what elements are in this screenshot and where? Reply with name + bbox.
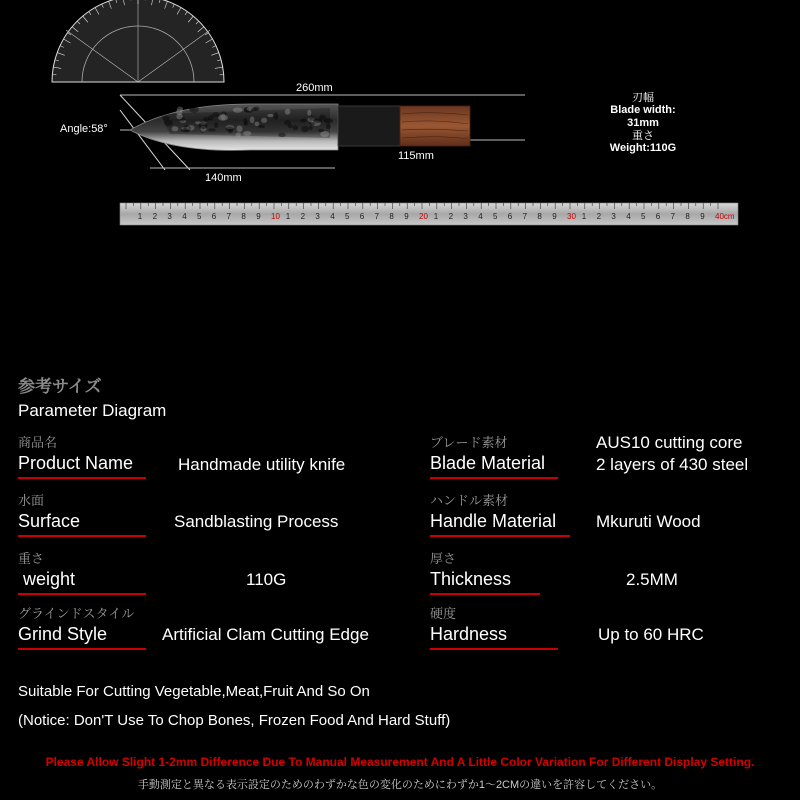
product-name-value: Handmade utility knife (178, 455, 346, 474)
ruler-number: 10 (271, 212, 280, 221)
section-title-jp: 参考サイズ (18, 377, 102, 396)
ruler-number: 8 (389, 212, 394, 221)
blade-width-label: Blade width: (610, 104, 676, 116)
ruler-number: 4 (626, 212, 631, 221)
ruler-number: 1 (581, 212, 587, 221)
ruler-number: 7 (522, 212, 528, 221)
hardness-label: Hardness (430, 624, 508, 644)
ruler-number: 20 (419, 212, 428, 221)
handle-material-jp: ハンドル素材 (430, 493, 509, 508)
blade-length-label: 140mm (205, 172, 242, 184)
knife-specs (598, 92, 688, 155)
hardness-underline (430, 648, 558, 650)
grind-style-underline (18, 648, 146, 650)
ruler-number: 3 (315, 212, 320, 221)
knife-handle (400, 106, 470, 146)
ruler-number: 2 (448, 212, 454, 221)
thickness-value: 2.5MM (626, 570, 678, 589)
surface-value: Sandblasting Process (174, 512, 339, 531)
blade-material-value-1: AUS10 cutting core (596, 433, 743, 452)
blade-width-value: 31mm (627, 117, 659, 129)
angle-label: Angle:58° (60, 123, 108, 135)
ruler-number: 6 (211, 212, 217, 221)
blade-material-label: Blade Material (430, 453, 546, 473)
product-name-jp: 商品名 (18, 435, 58, 450)
ruler-number: 7 (374, 212, 380, 221)
weight-param-value: 110G (246, 570, 287, 589)
ruler-number: 8 (685, 212, 690, 221)
ruler-number: 2 (596, 212, 602, 221)
notice-note: (Notice: Don'T Use To Chop Bones, Frozen Food And Hard Stuff) (18, 712, 451, 729)
suitable-note: Suitable For Cutting Vegetable,Meat,Fruit And So On (18, 683, 370, 700)
ruler-number: 3 (463, 212, 468, 221)
ruler-number: 2 (300, 212, 306, 221)
handle-material-underline (430, 535, 570, 537)
grind-style-label: Grind Style (18, 624, 108, 644)
weight-spec: Weight:110G (609, 142, 677, 154)
grind-style-jp: グラインドスタイル (18, 606, 135, 621)
thickness-underline (430, 593, 540, 595)
ruler-labels (138, 212, 735, 221)
footer-warning: Please Allow Slight 1-2mm Difference Due To Manual Measurement And A Little Color Variation For Different Display Setting. (45, 755, 755, 769)
blade-material-value-2: 2 layers of 430 steel (596, 455, 749, 474)
total-length-label: 260mm (296, 82, 333, 94)
ruler-number: 5 (197, 212, 202, 221)
hardness-value: Up to 60 HRC (598, 625, 704, 644)
ruler-number: 9 (552, 212, 557, 221)
blade-width-jp: 刃幅 (632, 92, 654, 104)
weight-jp: 重さ (632, 130, 654, 142)
weight-param-label: weight (18, 569, 76, 589)
ruler-number: 1 (285, 212, 291, 221)
surface-jp: 水面 (18, 493, 45, 508)
ruler-number: 1 (137, 212, 143, 221)
ruler-number: 9 (256, 212, 261, 221)
ruler-number: 4 (182, 212, 187, 221)
footer-warning-jp: 手動測定と異なる表示設定のためのわずかな色の変化のためにわずか1～2CMの違いを許容してください。 (137, 779, 663, 791)
ruler-number: 8 (241, 212, 246, 221)
handle-material-label: Handle Material (430, 511, 557, 531)
surface-label: Surface (18, 511, 81, 531)
ruler-number: 5 (493, 212, 498, 221)
ruler-number: 3 (167, 212, 172, 221)
ruler-number: 8 (537, 212, 542, 221)
surface-underline (18, 535, 146, 537)
section-title: Parameter Diagram (18, 401, 167, 420)
ruler-number: 9 (700, 212, 705, 221)
ruler-number: 40cm (715, 212, 735, 221)
product-name-underline (18, 477, 146, 479)
ruler-number: 9 (404, 212, 409, 221)
ruler-number: 5 (345, 212, 350, 221)
grind-style-value: Artificial Clam Cutting Edge (162, 625, 369, 644)
ruler-number: 1 (433, 212, 439, 221)
handle-material-value: Mkuruti Wood (596, 512, 701, 531)
blade-material-jp: ブレード素材 (430, 435, 508, 450)
ruler-number: 7 (226, 212, 232, 221)
hardness-jp: 硬度 (430, 606, 457, 621)
handle-length-label: 115mm (398, 150, 434, 162)
ruler-number: 7 (670, 212, 676, 221)
product-name-label: Product Name (18, 453, 134, 473)
ruler-number: 6 (507, 212, 513, 221)
blade-material-underline (430, 477, 558, 479)
ruler-number: 6 (359, 212, 365, 221)
ruler-ticks (126, 203, 718, 209)
ruler-number: 30 (567, 212, 576, 221)
weight-param-jp: 重さ (18, 551, 45, 566)
weight-param-underline (18, 593, 146, 595)
ruler-number: 2 (152, 212, 158, 221)
ruler-number: 4 (330, 212, 335, 221)
thickness-label: Thickness (430, 569, 512, 589)
ruler-number: 3 (611, 212, 616, 221)
ruler-number: 4 (478, 212, 483, 221)
ruler-number: 5 (641, 212, 646, 221)
knife-bolster (338, 106, 400, 146)
thickness-jp: 厚さ (430, 551, 457, 566)
ruler-number: 6 (655, 212, 661, 221)
